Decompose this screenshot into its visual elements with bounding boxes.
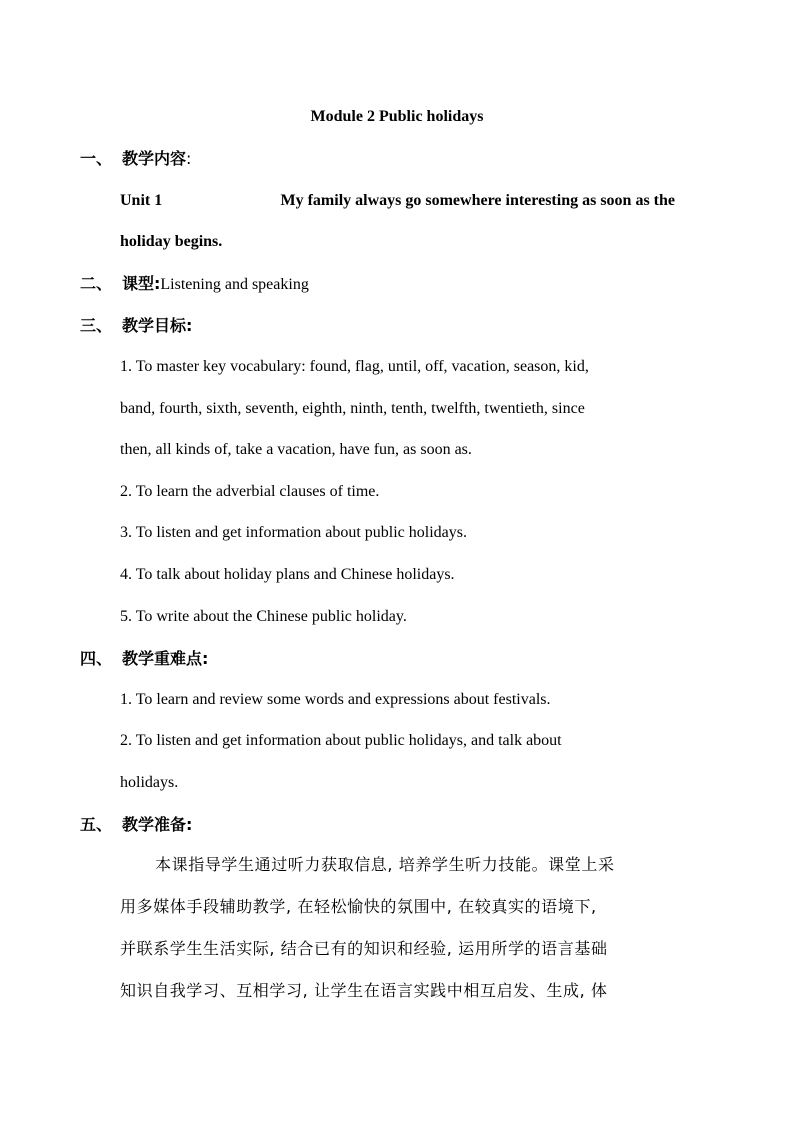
section-number: 五、 bbox=[80, 815, 113, 834]
key-point-line: 2. To listen and get information about public holidays, and talk about bbox=[120, 732, 562, 749]
preparation-paragraph-line: 并联系学生生活实际, 结合已有的知识和经验, 运用所学的语言基础 bbox=[120, 939, 608, 958]
section-number: 一、 bbox=[80, 149, 113, 168]
unit-title-line-2: holiday begins. bbox=[120, 233, 223, 250]
section-heading-objectives bbox=[80, 315, 192, 337]
objective-line: 3. To listen and get information about public holidays. bbox=[120, 524, 467, 541]
unit-title-line-1: My family always go somewhere interesting as soon as the bbox=[280, 192, 675, 209]
section-number: 三、 bbox=[80, 316, 113, 335]
section-label: 教学内容 bbox=[122, 149, 187, 168]
section-heading-key-points bbox=[80, 648, 208, 670]
objective-line: band, fourth, sixth, seventh, eighth, ninth, tenth, twelfth, twentieth, since bbox=[120, 400, 585, 417]
section-colon: : bbox=[186, 149, 192, 168]
unit-heading bbox=[120, 190, 675, 212]
section-heading-type bbox=[80, 273, 309, 296]
section-heading-content bbox=[80, 148, 191, 170]
section-number: 二、 bbox=[80, 274, 113, 293]
key-point-line: holidays. bbox=[120, 774, 179, 791]
preparation-paragraph-line: 本课指导学生通过听力获取信息, 培养学生听力技能。课堂上采 bbox=[155, 855, 615, 874]
unit-label: Unit 1 bbox=[120, 192, 163, 209]
section-heading-preparation bbox=[80, 814, 192, 836]
section-number: 四、 bbox=[80, 649, 113, 668]
section-label: 课型: bbox=[122, 274, 161, 293]
objective-line: 4. To talk about holiday plans and Chinese holidays. bbox=[120, 566, 455, 583]
preparation-paragraph-line: 知识自我学习、互相学习, 让学生在语言实践中相互启发、生成, 体 bbox=[120, 981, 608, 1000]
key-point-line: 1. To learn and review some words and expressions about festivals. bbox=[120, 691, 551, 708]
objective-line: 2. To learn the adverbial clauses of time. bbox=[120, 483, 380, 500]
section-label: 教学重难点: bbox=[122, 649, 209, 668]
objective-line: 5. To write about the Chinese public holiday. bbox=[120, 608, 407, 625]
objective-line: then, all kinds of, take a vacation, have fun, as soon as. bbox=[120, 441, 472, 458]
section-label: 教学目标: bbox=[122, 316, 193, 335]
section-label: 教学准备: bbox=[122, 815, 193, 834]
preparation-paragraph-line: 用多媒体手段辅助教学, 在轻松愉快的氛围中, 在较真实的语境下, bbox=[120, 897, 597, 916]
document-title: Module 2 Public holidays bbox=[310, 108, 484, 125]
objective-line: 1. To master key vocabulary: found, flag, until, off, vacation, season, kid, bbox=[120, 358, 589, 375]
lesson-type-value: Listening and speaking bbox=[160, 276, 309, 293]
